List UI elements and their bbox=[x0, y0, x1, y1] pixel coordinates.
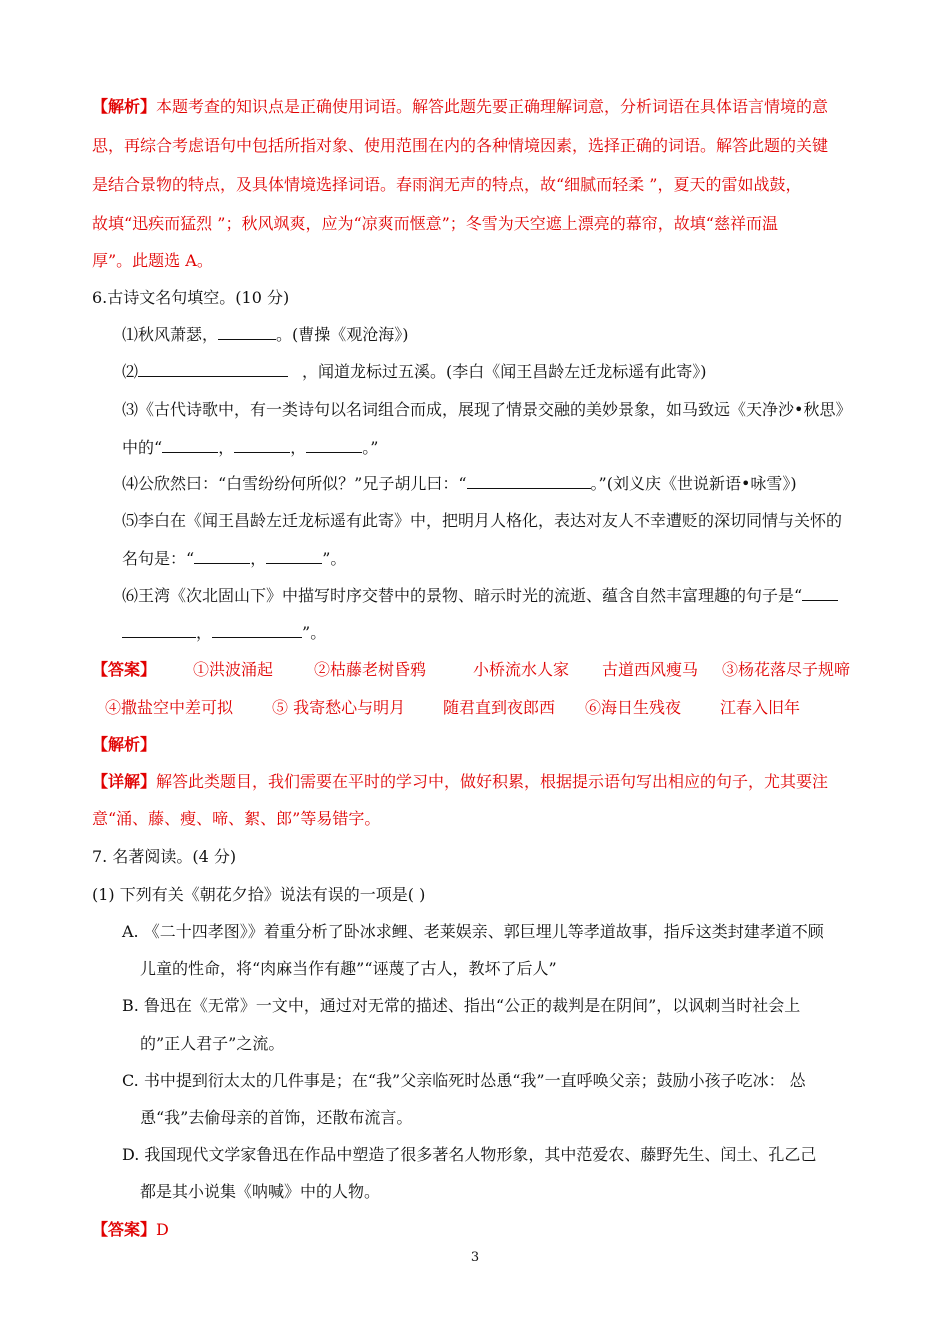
q6-end: ”。 bbox=[302, 623, 327, 642]
detail-text: 解答此类题目，我们需要在平时的学习中，做好积累，根据提示语句写出相应的句子，尤其要注 bbox=[156, 772, 829, 791]
q6-comma: ， bbox=[218, 438, 235, 457]
answer-6-item: ④撒盐空中差可拟 bbox=[105, 698, 234, 717]
answer-6-item: 小桥流水人家 bbox=[473, 660, 570, 679]
q6-item-6-line-1 bbox=[122, 585, 838, 607]
analysis-line-4: 故填“迅疾而猛烈 ”；秋风飒爽，应为“凉爽而惬意”；冬雪为天空遮上漂亮的幕帘，故填“慈祥而温 bbox=[92, 214, 778, 233]
answer-7-value: D bbox=[156, 1220, 169, 1239]
q7-option-d-line-1: D. 我国现代文学家鲁迅在作品中塑造了很多著名人物形象，其中范爱农、藤野先生、闰土、孔乙己 bbox=[122, 1145, 817, 1164]
question-6-title: 6.古诗文名句填空。(10 分) bbox=[92, 288, 290, 307]
q6-item-6-line-2 bbox=[122, 622, 326, 644]
q6-item-4-text: ⑷公欣然曰：“白雪纷纷何所似？”兄子胡儿曰：“ bbox=[122, 474, 467, 493]
q6-item-3-text: 中的“ bbox=[122, 438, 163, 457]
page-number: 3 bbox=[470, 1250, 480, 1265]
answer-6-item: 随君直到夜郎西 bbox=[443, 698, 556, 717]
answer-6-item: ①洪波涌起 bbox=[193, 660, 274, 679]
answer-6-item: ⑤ 我寄愁心与明月 bbox=[272, 698, 406, 717]
q6-item-5-line-1: ⑸李白在《闻王昌龄左迁龙标遥有此寄》中，把明月人格化，表达对友人不幸遭贬的深切同情与关怀的 bbox=[122, 511, 843, 530]
detail-line-2: 意“涌、藤、瘦、啼、絮、郎”等易错字。 bbox=[92, 809, 381, 828]
q6-comma: ， bbox=[250, 549, 267, 568]
q6-item-5-line-2 bbox=[122, 548, 346, 570]
q7-option-a-line-1: A. 《二十四孝图》》着重分析了卧冰求鲤、老莱娱亲、郭巨埋儿等孝道故事，指斥这类封建孝道不顾 bbox=[122, 922, 824, 941]
detail-tag: 【详解】 bbox=[92, 772, 157, 791]
analysis-6-tag: 【解析】 bbox=[92, 735, 157, 754]
q6-end: 。” bbox=[362, 438, 379, 457]
q6-item-6-text: ⑹王湾《次北固山下》中描写时序交替中的景物、暗示时光的流逝、蕴含自然丰富理趣的句子是“ bbox=[122, 586, 803, 605]
q6-item-1-source: 。(曹操《观沧海》) bbox=[276, 325, 409, 344]
q6-item-2-text: ，闻道龙标过五溪。(李白《闻王昌龄左迁龙标遥有此寄》) bbox=[302, 362, 707, 381]
answer-6-item: 古道西风瘦马 bbox=[602, 660, 699, 679]
q6-item-5-text: 名句是：“ bbox=[122, 549, 195, 568]
q6-comma: ， bbox=[290, 438, 307, 457]
question-7-title: 7. 名著阅读。(4 分) bbox=[92, 847, 237, 866]
q7-option-b-line-1: B. 鲁迅在《无常》一文中，通过对无常的描述、指出“公正的裁判是在阴间”，以讽刺当时社会上 bbox=[122, 996, 801, 1015]
analysis-line-1 bbox=[92, 96, 828, 118]
analysis-text: 本题考查的知识点是正确使用词语。解答此题先要正确理解词意，分析词语在具体语言情境的意 bbox=[156, 97, 829, 116]
q7-option-b-line-2: 的”正人君子”之流。 bbox=[140, 1034, 285, 1053]
answer-6-tag: 【答案】 bbox=[92, 660, 157, 679]
q6-blank bbox=[212, 622, 302, 638]
answer-7 bbox=[92, 1219, 169, 1241]
q6-item-3-line-2 bbox=[122, 437, 378, 459]
q7-option-d-line-2: 都是其小说集《呐喊》中的人物。 bbox=[140, 1182, 381, 1201]
q7-subquestion-1: (1) 下列有关《朝花夕拾》说法有误的一项是( ) bbox=[92, 885, 426, 904]
q6-blank bbox=[234, 437, 290, 453]
q6-blank bbox=[162, 437, 218, 453]
q6-blank bbox=[194, 548, 250, 564]
answer-6-item: ⑥海日生残夜 bbox=[585, 698, 682, 717]
q6-item-3-line-1: ⑶《古代诗歌中，有一类诗句以名词组合而成，展现了情景交融的美妙景象，如马致远《天净沙•秋思》 bbox=[122, 400, 852, 419]
q6-item-4-source: 。”(刘义庆《世说新语•咏雪》) bbox=[590, 474, 797, 493]
answer-6-item: 江春入旧年 bbox=[720, 698, 801, 717]
q6-comma: ， bbox=[196, 623, 213, 642]
answer-6-item: ③杨花落尽子规啼 bbox=[722, 660, 851, 679]
q7-option-c-line-1: C. 书中提到衍太太的几件事是；在“我”父亲临死时怂恿“我”一直呼唤父亲；鼓励小孩子吃冰： 怂 bbox=[122, 1071, 806, 1090]
q6-blank bbox=[266, 548, 322, 564]
q7-option-a-line-2: 儿童的性命，将“肉麻当作有趣”“诬蔑了古人，教坏了后人” bbox=[140, 959, 557, 978]
analysis-tag: 【解析】 bbox=[92, 97, 157, 116]
analysis-line-2: 思，再综合考虑语句中包括所指对象、使用范围在内的各种情境因素，选择正确的词语。解答此题的关键 bbox=[92, 136, 829, 155]
q6-blank bbox=[138, 361, 288, 377]
q6-item-1-text: ⑴秋风萧瑟， bbox=[122, 325, 219, 344]
q6-item-2-num: ⑵ bbox=[122, 362, 139, 381]
q6-blank bbox=[802, 585, 838, 601]
answer-6-item: ②枯藤老树昏鸦 bbox=[314, 660, 427, 679]
q6-blank bbox=[306, 437, 362, 453]
q6-item-2 bbox=[122, 361, 707, 383]
detail-line-1 bbox=[92, 771, 828, 793]
q6-blank bbox=[218, 324, 276, 340]
q6-blank bbox=[122, 622, 196, 638]
q7-option-c-line-2: 恿“我”去偷母亲的首饰，还散布流言。 bbox=[140, 1108, 413, 1127]
q6-end: ”。 bbox=[322, 549, 347, 568]
answer-7-tag: 【答案】 bbox=[92, 1220, 157, 1239]
q6-item-4 bbox=[122, 473, 797, 495]
analysis-line-5: 厚”。此题选 A。 bbox=[92, 251, 213, 270]
q6-item-1 bbox=[122, 324, 409, 346]
q6-blank bbox=[467, 473, 591, 489]
analysis-line-3: 是结合景物的特点，及具体情境选择词语。春雨润无声的特点，故“细腻而轻柔 ”，夏天的雷如战鼓， bbox=[92, 175, 802, 194]
